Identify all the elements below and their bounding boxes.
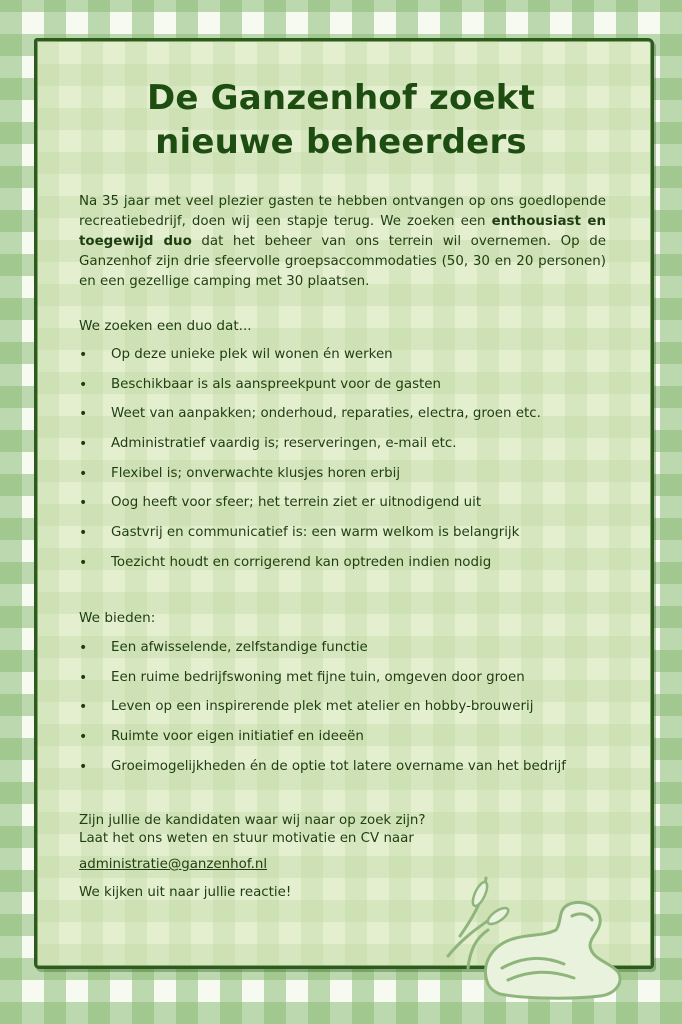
intro-paragraph — [79, 192, 606, 292]
closing-question: Zijn jullie de kandidaten waar wij naar op zoek zijn? — [79, 813, 426, 828]
wanted-list — [79, 346, 619, 584]
list-item: • Ruimte voor eigen initiatief en ideeën — [79, 728, 619, 758]
list-item: • Een ruime bedrijfswoning met fijne tuin, omgeven door groen — [79, 669, 619, 699]
intro-text-after: dat het beheer van ons terrein wil overnemen. Op de Ganzenhof zijn drie sfeervolle groepsaccommodaties (50, 30 en 20 personen) en een gezellige camping met 30 plaatsen. — [79, 234, 606, 289]
page-title — [34, 76, 648, 164]
list-item: • Flexibel is; onverwachte klusjes horen erbij — [79, 465, 619, 495]
list-item: • Toezicht houdt en corrigerend kan optreden indien nodig — [79, 554, 619, 584]
list-item: • Weet van aanpakken; onderhoud, reparaties, electra, groen etc. — [79, 405, 619, 435]
list-item: • Een afwisselende, zelfstandige functie — [79, 639, 619, 669]
list-item: • Leven op een inspirerende plek met atelier en hobby-brouwerij — [79, 698, 619, 728]
closing-final: We kijken uit naar jullie reactie! — [79, 885, 292, 900]
list-item: • Administratief vaardig is; reserveringen, e-mail etc. — [79, 435, 619, 465]
list-item: • Op deze unieke plek wil wonen én werken — [79, 346, 619, 376]
title-line-2: nieuwe beheerders — [155, 122, 527, 162]
list-item: • Groeimogelijkheden én de optie tot latere overname van het bedrijf — [79, 758, 619, 788]
title-line-1: De Ganzenhof zoekt — [146, 78, 536, 118]
intro-text-bold: enthousiast en toegewijd duo — [79, 214, 606, 249]
list-item: • Beschikbaar is als aanspreekpunt voor de gasten — [79, 376, 619, 406]
list-item: • Gastvrij en communicatief is: een warm welkom is belangrijk — [79, 524, 619, 554]
offer-label: We bieden: — [79, 610, 156, 626]
offer-list — [79, 639, 619, 787]
closing-instruction: Laat het ons weten en stuur motivatie en CV naar — [79, 831, 414, 846]
list-item: • Oog heeft voor sfeer; het terrein ziet er uitnodigend uit — [79, 494, 619, 524]
goose-reed-icon — [440, 872, 650, 1002]
wanted-label: We zoeken een duo dat... — [79, 318, 252, 334]
email-link[interactable]: administratie@ganzenhof.nl — [79, 857, 268, 872]
intro-text-before: Na 35 jaar met veel plezier gasten te hebben ontvangen op ons goedlopende recreatiebedrijf, doen wij een stapje terug. We zoeken een — [79, 194, 606, 229]
